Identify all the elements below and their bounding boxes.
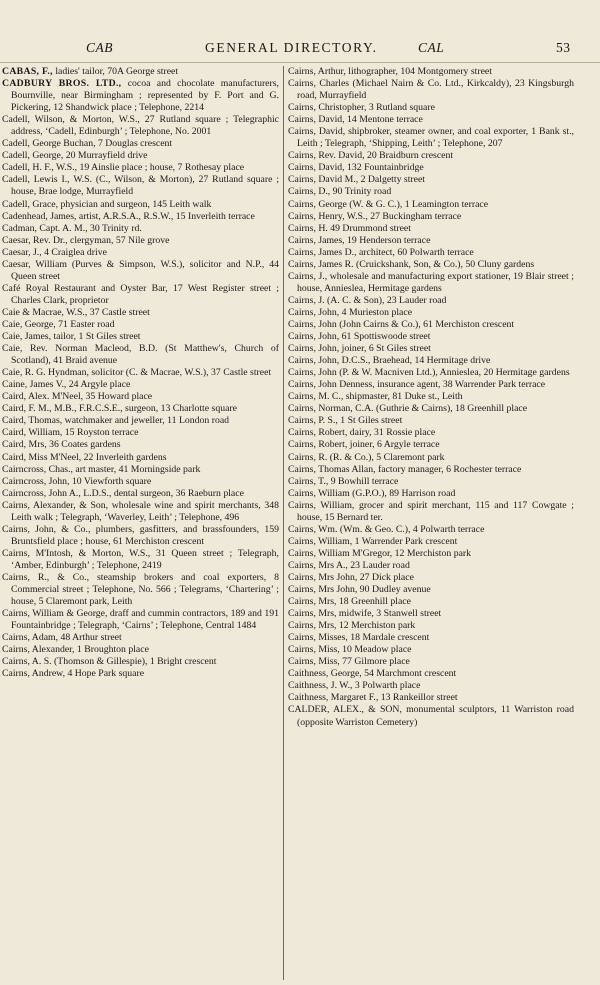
header-left-guide-word: CAB <box>86 40 113 55</box>
entry-text: Cairns, Thomas Allan, factory manager, 6 Rochester terrace <box>288 463 522 475</box>
directory-entry <box>2 439 279 451</box>
directory-entry <box>288 415 574 427</box>
directory-entry <box>288 596 574 608</box>
entry-text: Cairns, John Denness, insurance agent, 38 Warrender Park terrace <box>288 379 546 391</box>
directory-entry <box>2 500 279 524</box>
directory-entry <box>288 78 574 102</box>
directory-entry <box>2 572 279 608</box>
directory-entry <box>288 186 574 198</box>
entry-text: Caie & Macrae, W.S., 37 Castle street <box>2 306 150 318</box>
entry-text: Cairns, M'Intosh, & Morton, W.S., 31 Queen street ; Telegraph, ‘Amber, Edinburgh’ ; Telephone, 2419 <box>2 547 279 571</box>
directory-entry <box>288 452 574 464</box>
entry-text: cocoa and chocolate manufacturers, Bournville, near Birmingham ; represented by F. Port and G. Pickering, 12 Shandwick place ; Telephone, 2214 <box>11 78 279 114</box>
entry-text: Cadell, Grace, physician and surgeon, 145 Leith walk <box>2 198 212 210</box>
header-rule <box>0 62 600 63</box>
entry-text: Cairns, John, 61 Spottiswoode street <box>288 331 431 343</box>
entry-text: Cairns, M. C., shipmaster, 81 Duke st., Leith <box>288 391 463 403</box>
directory-entry <box>288 680 574 692</box>
directory-entry <box>2 66 279 78</box>
entry-text: Cairns, Mrs, midwife, 3 Stanwell street <box>288 608 442 620</box>
entry-text: Cairns, William M'Gregor, 12 Merchiston park <box>288 547 472 559</box>
entry-text: Caird, Mrs, 36 Coates gardens <box>2 439 121 451</box>
directory-entry <box>288 632 574 644</box>
directory-entry <box>288 235 574 247</box>
directory-entry <box>2 114 279 138</box>
directory-entry <box>288 331 574 343</box>
directory-entry <box>288 427 574 439</box>
directory-entry <box>288 174 574 186</box>
directory-entry <box>2 78 279 114</box>
entry-text: Cadell, George, 20 Murrayfield drive <box>2 150 148 162</box>
directory-entry <box>2 608 279 632</box>
entry-text: Caine, James V., 24 Argyle place <box>2 379 131 391</box>
directory-entry <box>2 427 279 439</box>
directory-entry <box>288 319 574 331</box>
entry-text: Cairns, William & George, draff and cummin contractors, 189 and 191 Fountainbridge ; Telegraph, ‘Cairns’ ; Telephone, Central 1484 <box>2 608 279 632</box>
directory-entry <box>2 488 279 500</box>
right-column <box>288 66 574 982</box>
directory-entry <box>2 403 279 415</box>
directory-entry <box>288 66 574 78</box>
page-number: 53 <box>556 40 571 55</box>
entry-text: Cairns, Charles (Michael Nairn & Co. Ltd., Kirkcaldy), 23 Kingsburgh road, Murrayfield <box>288 78 574 102</box>
directory-entry <box>2 199 279 211</box>
directory-entry <box>288 692 574 704</box>
entry-text: Cairns, Rev. David, 20 Braidburn crescent <box>288 150 454 162</box>
directory-entry <box>2 150 279 162</box>
entry-text: Cairns, Adam, 48 Arthur street <box>2 632 122 644</box>
entry-text: Cairns, David, 14 Mentone terrace <box>288 114 423 126</box>
entry-text: Cairns, R., & Co., steamship brokers and coal exporters, 8 Commercial street ; Telephone, No. 566 ; Telegrams, ‘Chartering’ ; house, 5 Claremont park, Leith <box>2 571 279 608</box>
entry-text: Cairns, Mrs, 18 Greenhill place <box>288 596 411 608</box>
entry-text: Cairns, David M., 2 Dalgetty street <box>288 174 426 186</box>
entry-text: Cairns, David, 132 Fountainbridge <box>288 162 424 174</box>
directory-entry <box>288 259 574 271</box>
left-column <box>2 66 279 982</box>
entry-text: Caithness, George, 54 Marchmont crescent <box>288 668 457 680</box>
entry-text: Cadman, Capt. A. M., 30 Trinity rd. <box>2 222 142 234</box>
entry-text: Cadell, George Buchan, 7 Douglas crescent <box>2 138 173 150</box>
entry-text: Caird, Miss M'Neel, 22 Inverleith gardens <box>2 451 167 463</box>
directory-entry <box>2 415 279 427</box>
directory-entry <box>288 307 574 319</box>
directory-entry <box>2 656 279 668</box>
entry-text: Cairns, William, 1 Warrender Park crescent <box>288 535 458 547</box>
entry-text: Caithness, Margaret F., 13 Rankeillor street <box>288 692 458 704</box>
entry-text: Cairns, Mrs John, 90 Dudley avenue <box>288 584 431 596</box>
directory-entry <box>288 162 574 174</box>
directory-entry <box>2 548 279 572</box>
entry-text: CALDER, ALEX., & SON, monumental sculptors, 11 Warriston road (opposite Warriston Cemetery) <box>288 704 574 728</box>
entry-text: Cairns, P. S., 1 St Giles street <box>288 415 403 427</box>
entry-text: Cairns, John (P. & W. Macniven Ltd.), Annieslea, 20 Hermitage gardens <box>288 367 570 379</box>
directory-entry <box>2 138 279 150</box>
directory-entry <box>2 367 279 379</box>
directory-entry <box>288 102 574 114</box>
entry-text: Cairns, William (G.P.O.), 89 Harrison road <box>288 487 456 499</box>
directory-entry <box>2 476 279 488</box>
header-right-guide-word: CAL <box>418 40 445 55</box>
entry-text: Café Royal Restaurant and Oyster Bar, 17 West Register street ; Charles Clark, proprietor <box>2 282 279 306</box>
entry-text: Cairns, Norman, C.A. (Guthrie & Cairns), 18 Greenhill place <box>288 403 528 415</box>
entry-text: ladies' tailor, 70A George street <box>52 66 179 77</box>
entry-text: Cairns, Arthur, lithographer, 104 Montgomery street <box>288 66 492 77</box>
entry-text: Caie, George, 71 Easter road <box>2 318 115 330</box>
directory-entry <box>2 668 279 680</box>
directory-entry <box>2 211 279 223</box>
entry-text: Cairns, Wm. (Wm. & Geo. C.), 4 Polwarth terrace <box>288 523 485 535</box>
entry-text: Cairns, J. (A. C. & Son), 23 Lauder road <box>288 294 447 306</box>
directory-entry <box>2 235 279 247</box>
directory-entry <box>2 307 279 319</box>
directory-entry <box>288 211 574 223</box>
entry-text: Cairns, Alexander, & Son, wholesale wine and spirit merchants, 348 Leith walk ; Telegraph, ‘Waverley, Leith’ ; Telephone, 496 <box>2 499 279 523</box>
entry-text: Cairns, J., wholesale and manufacturing export stationer, 19 Blair street ; house, Annieslea, Hermitage gardens <box>288 270 574 294</box>
directory-entry <box>288 548 574 560</box>
entry-text: Cadell, H. F., W.S., 19 Ainslie place ; house, 7 Rothesay place <box>2 162 245 174</box>
directory-entry <box>2 331 279 343</box>
entry-text: Caird, William, 15 Royston terrace <box>2 427 139 439</box>
directory-entry <box>288 524 574 536</box>
entry-text: Cairns, R. (R. & Co.), 5 Claremont park <box>288 451 445 463</box>
entry-text: Cairns, Henry, W.S., 27 Buckingham terrace <box>288 210 462 222</box>
entry-text: Cairns, John, & Co., plumbers, gasfitters, and brassfounders, 159 Bruntsfield place ; house, 61 Merchiston crescent <box>2 523 279 547</box>
entry-text: Caithness, J. W., 3 Polwarth place <box>288 680 421 692</box>
entry-text: Cairns, James R. (Cruickshank, Son, & Co.), 50 Cluny gardens <box>288 258 535 270</box>
header-title: GENERAL DIRECTORY. <box>205 40 378 55</box>
entry-text: Cairns, James, 19 Henderson terrace <box>288 234 431 246</box>
directory-entry <box>288 500 574 524</box>
entry-text: Cairncross, John A., L.D.S., dental surgeon, 36 Raeburn place <box>2 487 244 499</box>
directory-entry <box>288 391 574 403</box>
entry-text: Cairns, Mrs, 12 Merchiston park <box>288 620 416 632</box>
entry-text: Caesar, Rev. Dr., clergyman, 57 Nile grove <box>2 234 170 246</box>
entry-text: Cairns, Mrs A., 23 Lauder road <box>288 559 410 571</box>
directory-entry <box>2 452 279 464</box>
directory-entry <box>288 572 574 584</box>
entry-text: Caie, Rev. Norman Macleod, B.D. (St Matthew's, Church of Scotland), 41 Braid avenue <box>2 343 279 367</box>
directory-entry <box>288 223 574 235</box>
directory-entry <box>288 584 574 596</box>
entry-text: Cairns, Miss, 77 Gilmore place <box>288 656 410 668</box>
directory-entry <box>288 668 574 680</box>
directory-entry <box>2 524 279 548</box>
entry-text: Cairns, H. 49 Drummond street <box>288 222 411 234</box>
entry-text: Cadell, Wilson, & Morton, W.S., 27 Rutland square ; Telegraphic address, ‘Cadell, Edinburgh’ ; Telephone, No. 2001 <box>2 114 279 138</box>
directory-entry <box>288 343 574 355</box>
entry-text: Cairns, John, 4 Murieston place <box>288 306 413 318</box>
entry-text: Cairns, A. S. (Thomson & Gillespie), 1 Bright crescent <box>2 656 217 668</box>
entry-text: Cairns, Alexander, 1 Broughton place <box>2 644 149 656</box>
directory-entry <box>288 560 574 572</box>
entry-text: Cairns, T., 9 Bowhill terrace <box>288 475 399 487</box>
entry-text: Cairns, D., 90 Trinity road <box>288 186 392 198</box>
directory-entry <box>2 464 279 476</box>
entry-text: Cairns, William, grocer and spirit merchant, 115 and 117 Cowgate ; house, 15 Bernard ter. <box>288 499 574 523</box>
running-header <box>0 38 600 60</box>
directory-entry <box>2 343 279 367</box>
directory-entry <box>288 367 574 379</box>
entry-text: Cairns, John (John Cairns & Co.), 61 Merchiston crescent <box>288 318 515 330</box>
entry-text: Cairns, Andrew, 4 Hope Park square <box>2 668 145 680</box>
entry-heading: CADBURY BROS. LTD., <box>2 78 122 90</box>
entry-text: Cadell, Lewis I., W.S. (C., Wilson, & Morton), 27 Rutland square ; house, Brae lodge, Murrayfield <box>2 174 279 198</box>
directory-entry <box>288 536 574 548</box>
entry-text: Cairncross, Chas., art master, 41 Morningside park <box>2 463 201 475</box>
entry-text: Cairns, Misses, 18 Mardale crescent <box>288 632 430 644</box>
directory-entry <box>288 403 574 415</box>
directory-entry <box>288 114 574 126</box>
directory-entry <box>288 476 574 488</box>
directory-entry <box>288 656 574 668</box>
directory-entry <box>2 259 279 283</box>
entry-text: Cairns, Mrs John, 27 Dick place <box>288 571 414 583</box>
directory-entry <box>2 247 279 259</box>
directory-entry <box>288 608 574 620</box>
directory-entry <box>2 283 279 307</box>
entry-text: Caesar, J., 4 Craiglea drive <box>2 246 107 258</box>
entry-text: Cairns, George (W. & G. C.), 1 Leamington terrace <box>288 198 489 210</box>
entry-text: Caie, James, tailor, 1 St Giles street <box>2 331 141 343</box>
column-divider <box>283 66 284 980</box>
entry-text: Cadenhead, James, artist, A.R.S.A., R.S.W., 15 Inverleith terrace <box>2 210 255 222</box>
entry-text: Cairns, James D., architect, 60 Polwarth terrace <box>288 246 474 258</box>
directory-entry <box>288 620 574 632</box>
directory-entry <box>288 488 574 500</box>
entry-text: Cairns, John, joiner, 6 St Giles street <box>288 343 431 355</box>
directory-entry <box>288 464 574 476</box>
entry-text: Cairns, Miss, 10 Meadow place <box>288 644 412 656</box>
directory-entry <box>288 439 574 451</box>
directory-entry <box>288 644 574 656</box>
directory-entry <box>2 223 279 235</box>
directory-entry <box>288 295 574 307</box>
directory-entry <box>2 632 279 644</box>
entry-text: Caie, R. G. Hyndman, solicitor (C. & Macrae, W.S.), 37 Castle street <box>2 367 272 379</box>
directory-entry <box>288 355 574 367</box>
directory-entry <box>288 271 574 295</box>
entry-text: Cairns, Robert, joiner, 6 Argyle terrace <box>288 439 440 451</box>
entry-text: Cairncross, John, 10 Viewforth square <box>2 475 152 487</box>
entry-text: Caird, Alex. M'Neel, 35 Howard place <box>2 391 153 403</box>
directory-entry <box>2 391 279 403</box>
directory-entry <box>2 319 279 331</box>
entry-text: Cairns, Robert, dairy, 31 Rossie place <box>288 427 436 439</box>
directory-entry <box>288 150 574 162</box>
directory-entry <box>288 704 574 728</box>
directory-entry <box>288 126 574 150</box>
directory-entry <box>2 174 279 198</box>
directory-entry <box>288 247 574 259</box>
directory-entry <box>288 379 574 391</box>
directory-entry <box>2 162 279 174</box>
entry-text: Cairns, David, shipbroker, steamer owner, and coal exporter, 1 Bank st., Leith ; Telegraph, ‘Shipping, Leith’ ; Telephone, 207 <box>288 126 574 150</box>
entry-text: Caird, Thomas, watchmaker and jeweller, 11 London road <box>2 415 230 427</box>
directory-entry <box>2 644 279 656</box>
entry-text: Caesar, William (Purves & Simpson, W.S.), solicitor and N.P., 44 Queen street <box>2 258 279 282</box>
directory-entry <box>2 379 279 391</box>
entry-text: Caird, F. M., M.B., F.R.C.S.E., surgeon, 13 Charlotte square <box>2 403 237 415</box>
directory-entry <box>288 199 574 211</box>
entry-text: Cairns, Christopher, 3 Rutland square <box>288 102 435 114</box>
entry-text: Cairns, John, D.C.S., Braehead, 14 Hermitage drive <box>288 355 491 367</box>
entry-heading: CABAS, F., <box>2 66 53 77</box>
